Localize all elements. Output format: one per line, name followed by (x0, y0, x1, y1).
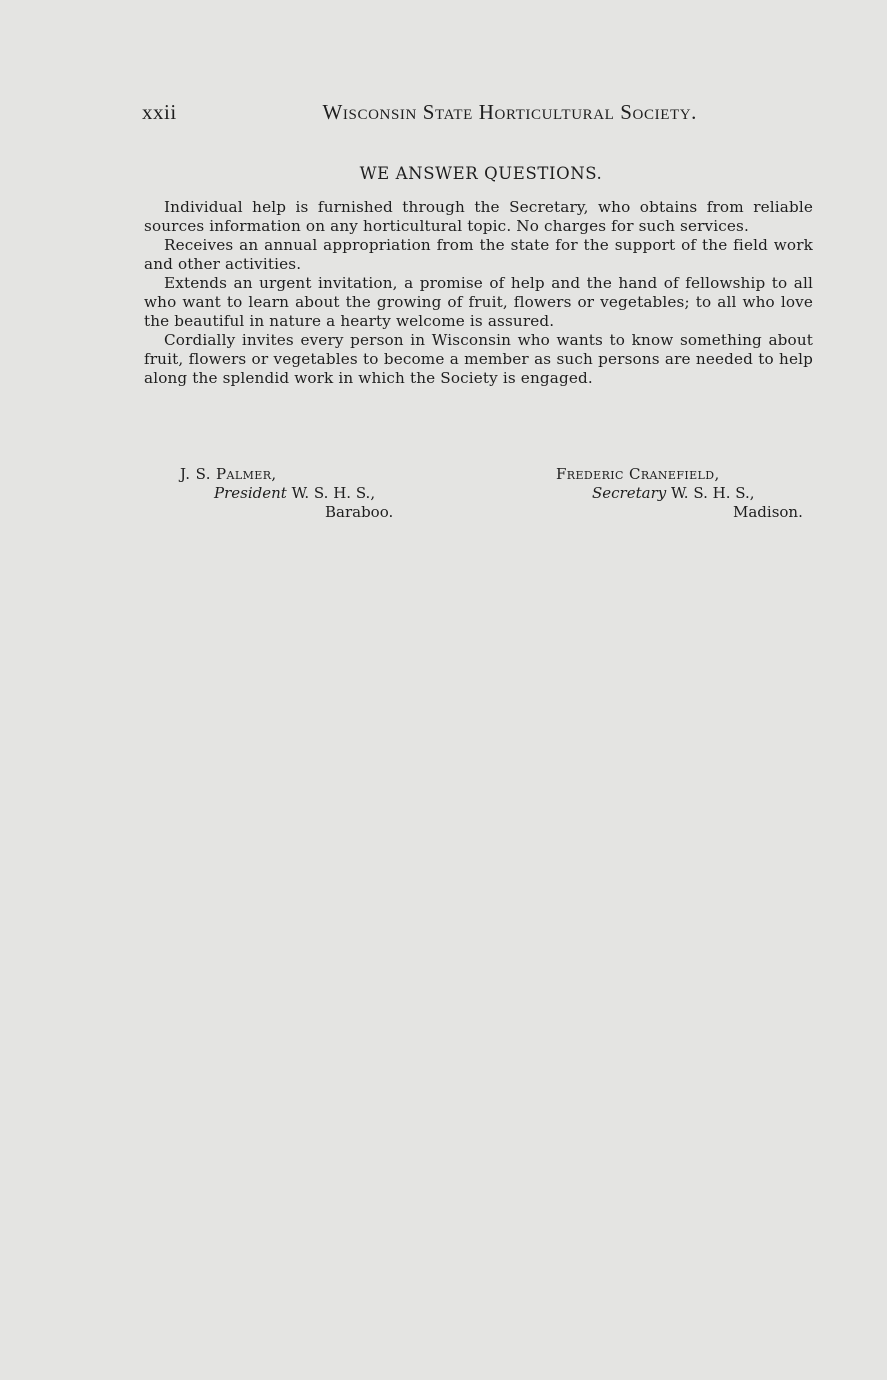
signer-name: Frederic Cranefield, (556, 465, 720, 483)
section-title: WE ANSWER QUESTIONS. (359, 164, 603, 183)
paragraph: Individual help is furnished through the Secretary, who obtains from reliable sources information on any horticultural topic. No charges for such services. (144, 198, 813, 235)
signer-name: J. S. Palmer, (180, 465, 277, 483)
signature-president (180, 465, 420, 522)
signer-title-line (180, 484, 420, 503)
paragraph: Cordially invites every person in Wisconsin who wants to know something about fruit, flowers or vegetables to become a member as such persons are needed to help along the splendid work in which the Society is engaged. (144, 331, 813, 387)
signer-org: W. S. H. S., (671, 484, 755, 502)
running-title: Wisconsin State Horticultural Society. (322, 100, 697, 124)
signer-place: Madison. (733, 503, 803, 521)
page-header (142, 100, 697, 130)
signer-title-line (556, 484, 818, 503)
paragraph: Receives an annual appropriation from the state for the support of the field work and other activities. (144, 236, 813, 273)
page-number: xxii (142, 100, 177, 124)
signer-role: President (214, 484, 287, 502)
signer-role: Secretary (592, 484, 667, 502)
body-text (144, 198, 813, 388)
paragraph: Extends an urgent invitation, a promise of help and the hand of fellowship to all who want to learn about the growing of fruit, flowers or vegetables; to all who love the beautiful in nature a hearty welcome is assured. (144, 274, 813, 330)
signature-secretary (556, 465, 818, 522)
signer-org: W. S. H. S., (291, 484, 376, 502)
signer-place: Baraboo. (325, 503, 394, 521)
